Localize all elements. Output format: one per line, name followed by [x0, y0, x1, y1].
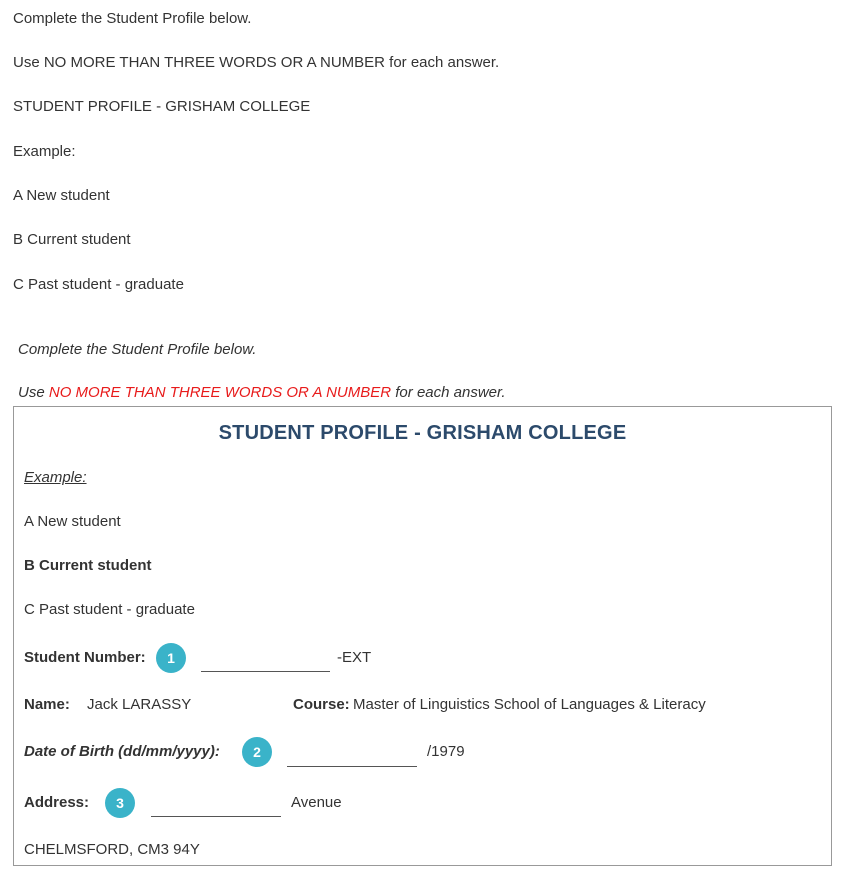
- instruction-line-2: [18, 384, 506, 402]
- example-label: Example:: [24, 469, 87, 486]
- intro-line-5: A New student: [13, 187, 110, 204]
- word-limit-warning: NO MORE THAN THREE WORDS OR A NUMBER: [48, 384, 392, 401]
- intro-line-4: Example:: [13, 143, 76, 160]
- question-3-badge: 3: [105, 788, 135, 818]
- profile-title: STUDENT PROFILE - GRISHAM COLLEGE: [218, 422, 627, 444]
- option-c: C Past student - graduate: [24, 601, 195, 618]
- question-1-input[interactable]: [201, 651, 330, 672]
- intro-line-2: Use NO MORE THAN THREE WORDS OR A NUMBER for each answer.: [13, 54, 500, 71]
- option-a: A New student: [24, 513, 121, 530]
- dob-suffix: /1979: [427, 743, 465, 760]
- course-value: Master of Linguistics School of Languages & Literacy: [353, 696, 706, 713]
- question-3-input[interactable]: [151, 796, 281, 817]
- intro-line-3: STUDENT PROFILE - GRISHAM COLLEGE: [13, 98, 311, 115]
- student-profile-form: [13, 406, 832, 866]
- instruction-line-1: Complete the Student Profile below.: [18, 341, 257, 358]
- address-city: CHELMSFORD, CM3 94Y: [24, 841, 200, 858]
- address-label: Address:: [24, 794, 90, 811]
- student-number-suffix: -EXT: [337, 649, 372, 666]
- question-2-input[interactable]: [287, 746, 417, 767]
- option-b: B Current student: [24, 557, 152, 574]
- intro-line-1: Complete the Student Profile below.: [13, 10, 252, 27]
- course-label: Course:: [293, 696, 350, 713]
- question-2-badge: 2: [242, 737, 272, 767]
- instruction-prefix: Use: [18, 384, 45, 401]
- name-label: Name:: [24, 696, 70, 713]
- question-1-badge: 1: [156, 643, 186, 673]
- student-number-label: Student Number:: [24, 649, 146, 666]
- instruction-suffix: for each answer.: [395, 384, 506, 401]
- dob-label: Date of Birth (dd/mm/yyyy):: [24, 743, 220, 760]
- intro-line-7: C Past student - graduate: [13, 276, 184, 293]
- name-value: Jack LARASSY: [87, 696, 192, 713]
- intro-line-6: B Current student: [13, 231, 131, 248]
- address-suffix: Avenue: [291, 794, 342, 811]
